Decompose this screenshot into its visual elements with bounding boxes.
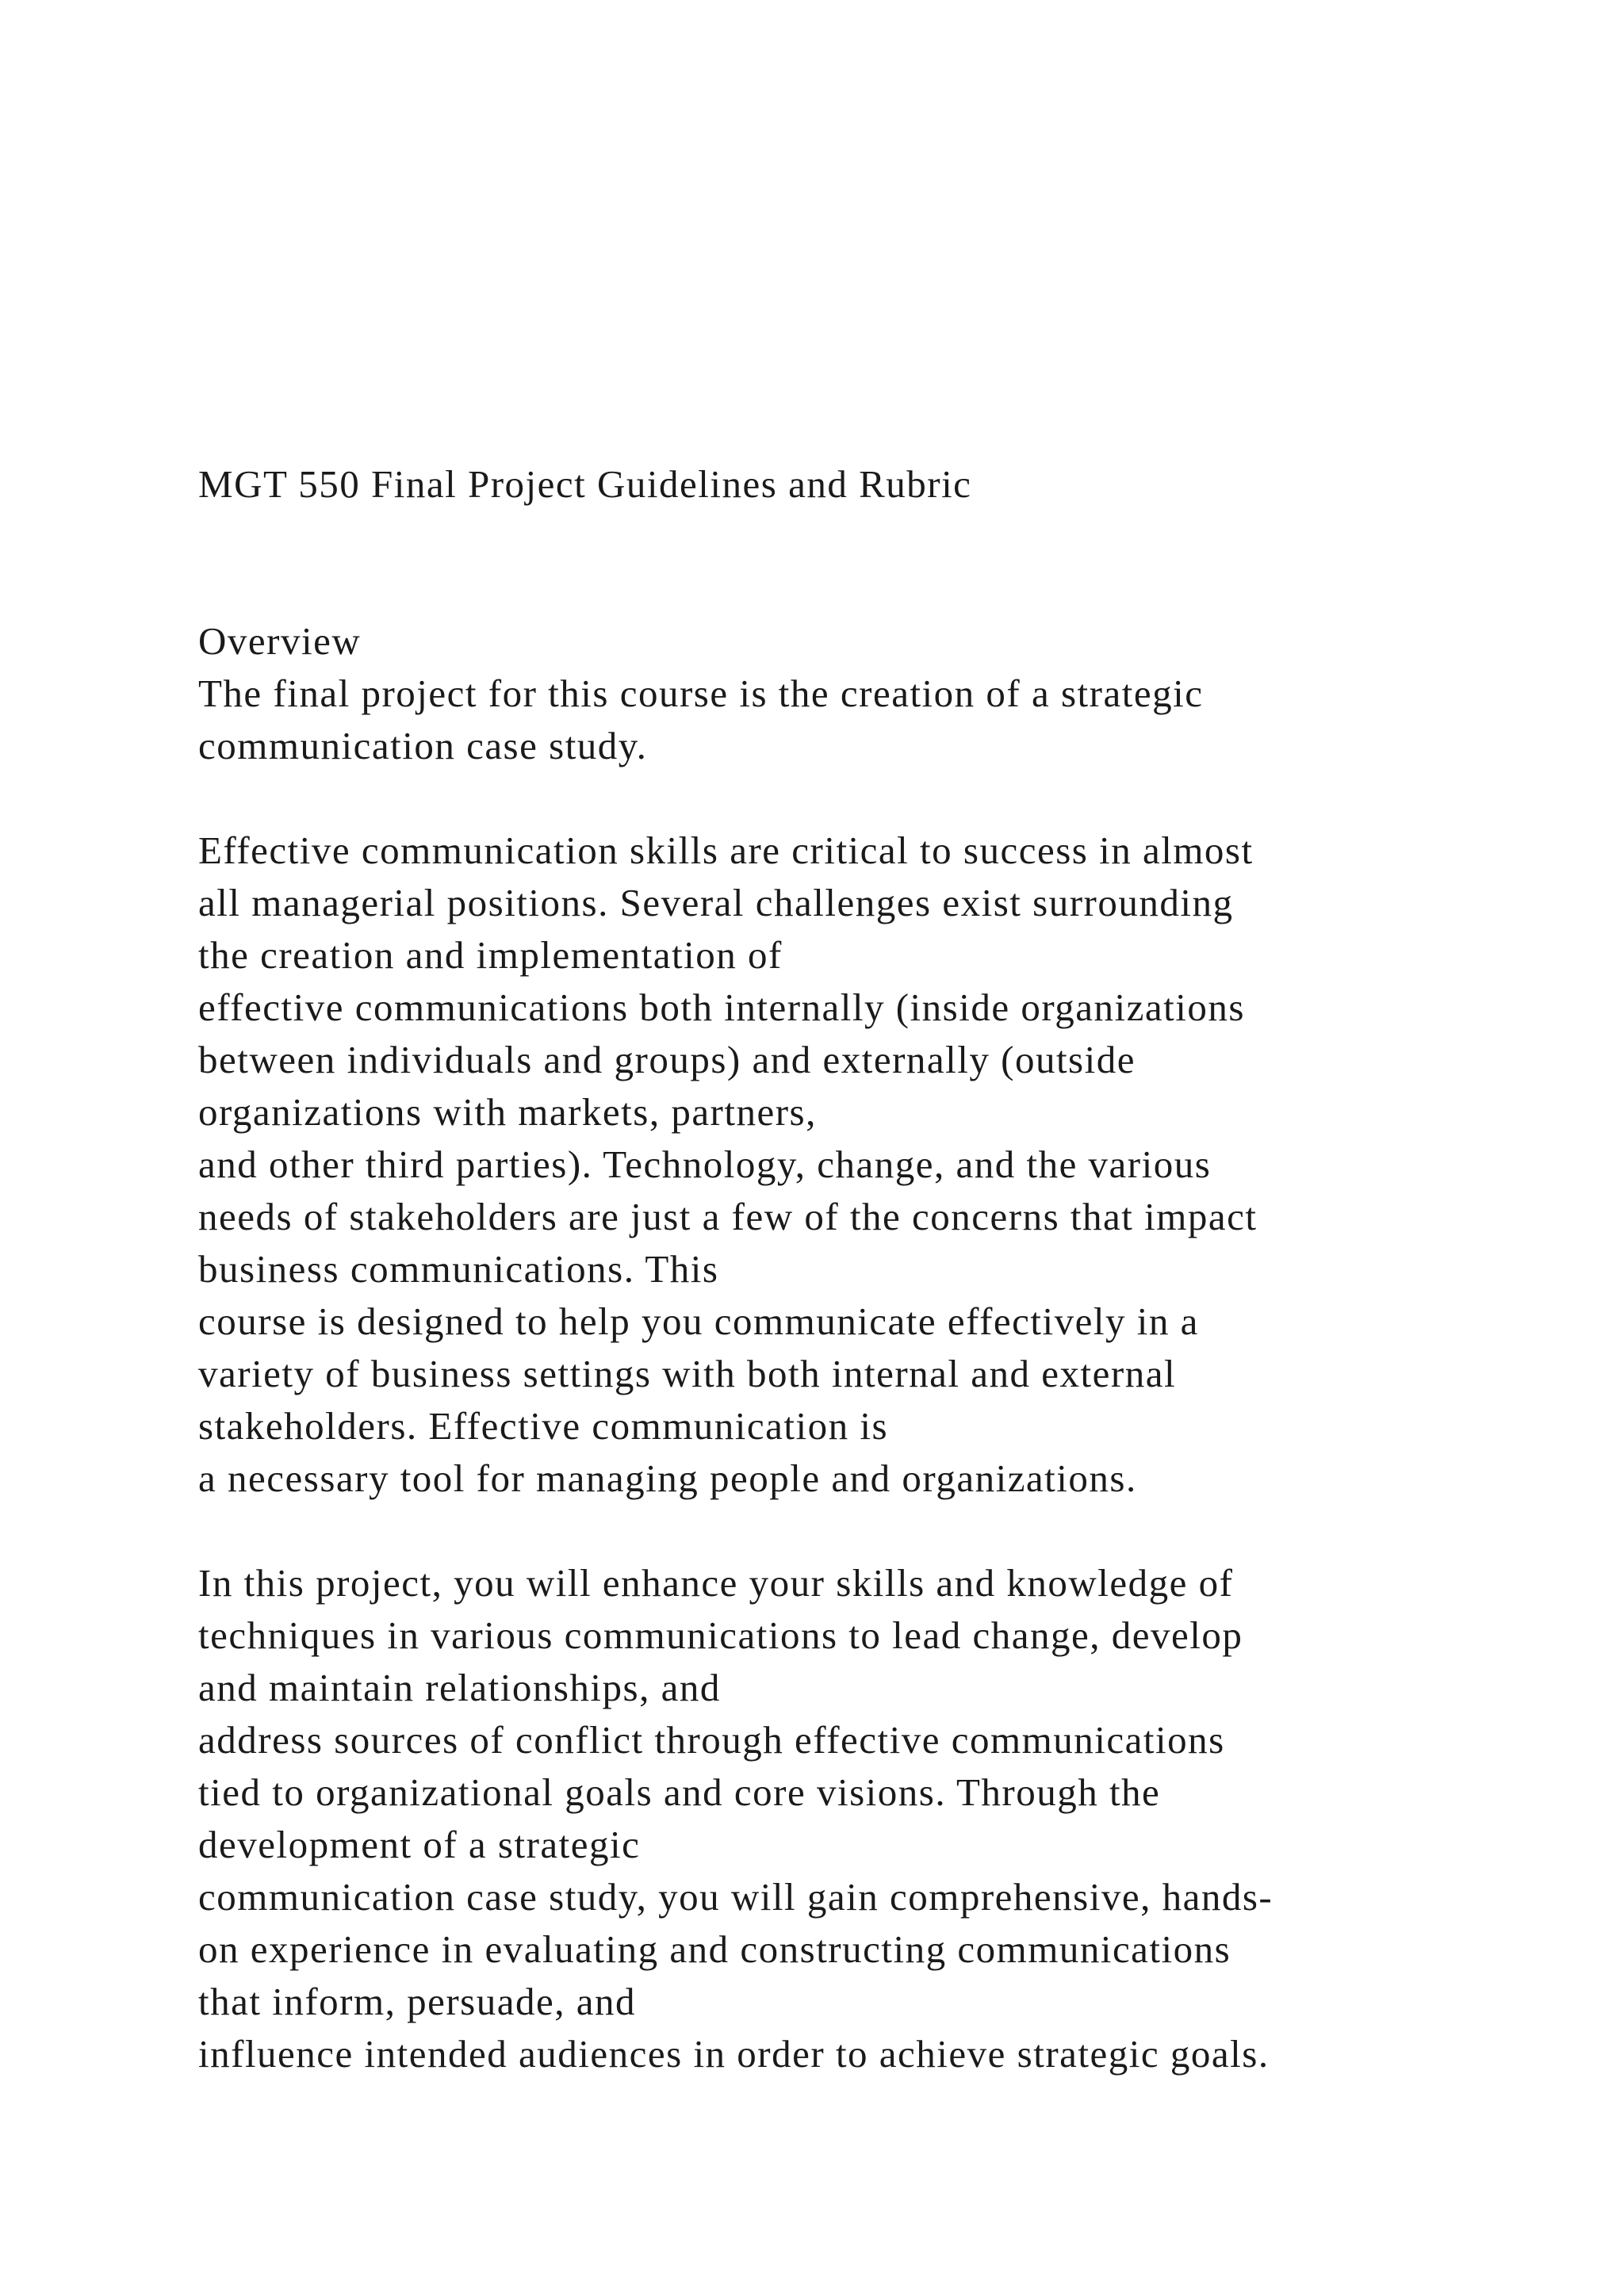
paragraph-spacer xyxy=(198,1505,1499,1557)
paragraph-line: organizations with markets, partners, xyxy=(198,1090,817,1134)
paragraph-line: communication case study, you will gain comprehensive, hands- xyxy=(198,1875,1274,1919)
paragraph-line: course is designed to help you communicate effectively in a xyxy=(198,1299,1199,1343)
paragraph-line: tied to organizational goals and core visions. Through the xyxy=(198,1770,1161,1814)
paragraph-1 xyxy=(198,668,1499,772)
paragraph-line: development of a strategic xyxy=(198,1823,641,1866)
paragraph-line: a necessary tool for managing people and organizations. xyxy=(198,1456,1137,1500)
paragraph-line: stakeholders. Effective communication is xyxy=(198,1404,889,1448)
paragraph-line: and other third parties). Technology, change, and the various xyxy=(198,1142,1212,1186)
document-body xyxy=(198,458,1499,2080)
paragraph-3 xyxy=(198,1557,1499,2080)
paragraph-line: business communications. This xyxy=(198,1247,719,1291)
paragraph-line: on experience in evaluating and constructing communications xyxy=(198,1927,1231,1971)
paragraph-line: all managerial positions. Several challenges exist surrounding xyxy=(198,881,1234,924)
paragraph-line: needs of stakeholders are just a few of the concerns that impact xyxy=(198,1195,1258,1238)
paragraph-spacer xyxy=(198,772,1499,825)
paragraph-2 xyxy=(198,825,1499,1505)
paragraph-line: Effective communication skills are critical to success in almost xyxy=(198,828,1254,872)
document-title: MGT 550 Final Project Guidelines and Rubric xyxy=(198,462,972,506)
paragraph-line: communication case study. xyxy=(198,724,648,767)
paragraph-line: and maintain relationships, and xyxy=(198,1666,721,1709)
paragraph-line: In this project, you will enhance your skills and knowledge of xyxy=(198,1561,1234,1605)
paragraph-line: the creation and implementation of xyxy=(198,933,783,977)
paragraph-line: The final project for this course is the creation of a strategic xyxy=(198,672,1204,715)
paragraph-line: effective communications both internally (inside organizations xyxy=(198,985,1245,1029)
section-heading-overview: Overview xyxy=(198,619,362,663)
paragraph-line: between individuals and groups) and externally (outside xyxy=(198,1038,1136,1081)
paragraph-line: address sources of conflict through effective communications xyxy=(198,1718,1225,1762)
paragraph-line: variety of business settings with both internal and external xyxy=(198,1352,1177,1395)
paragraph-line: that inform, persuade, and xyxy=(198,1980,636,2023)
paragraph-line: influence intended audiences in order to achieve strategic goals. xyxy=(198,2032,1270,2076)
paragraph-line: techniques in various communications to lead change, develop xyxy=(198,1613,1243,1657)
